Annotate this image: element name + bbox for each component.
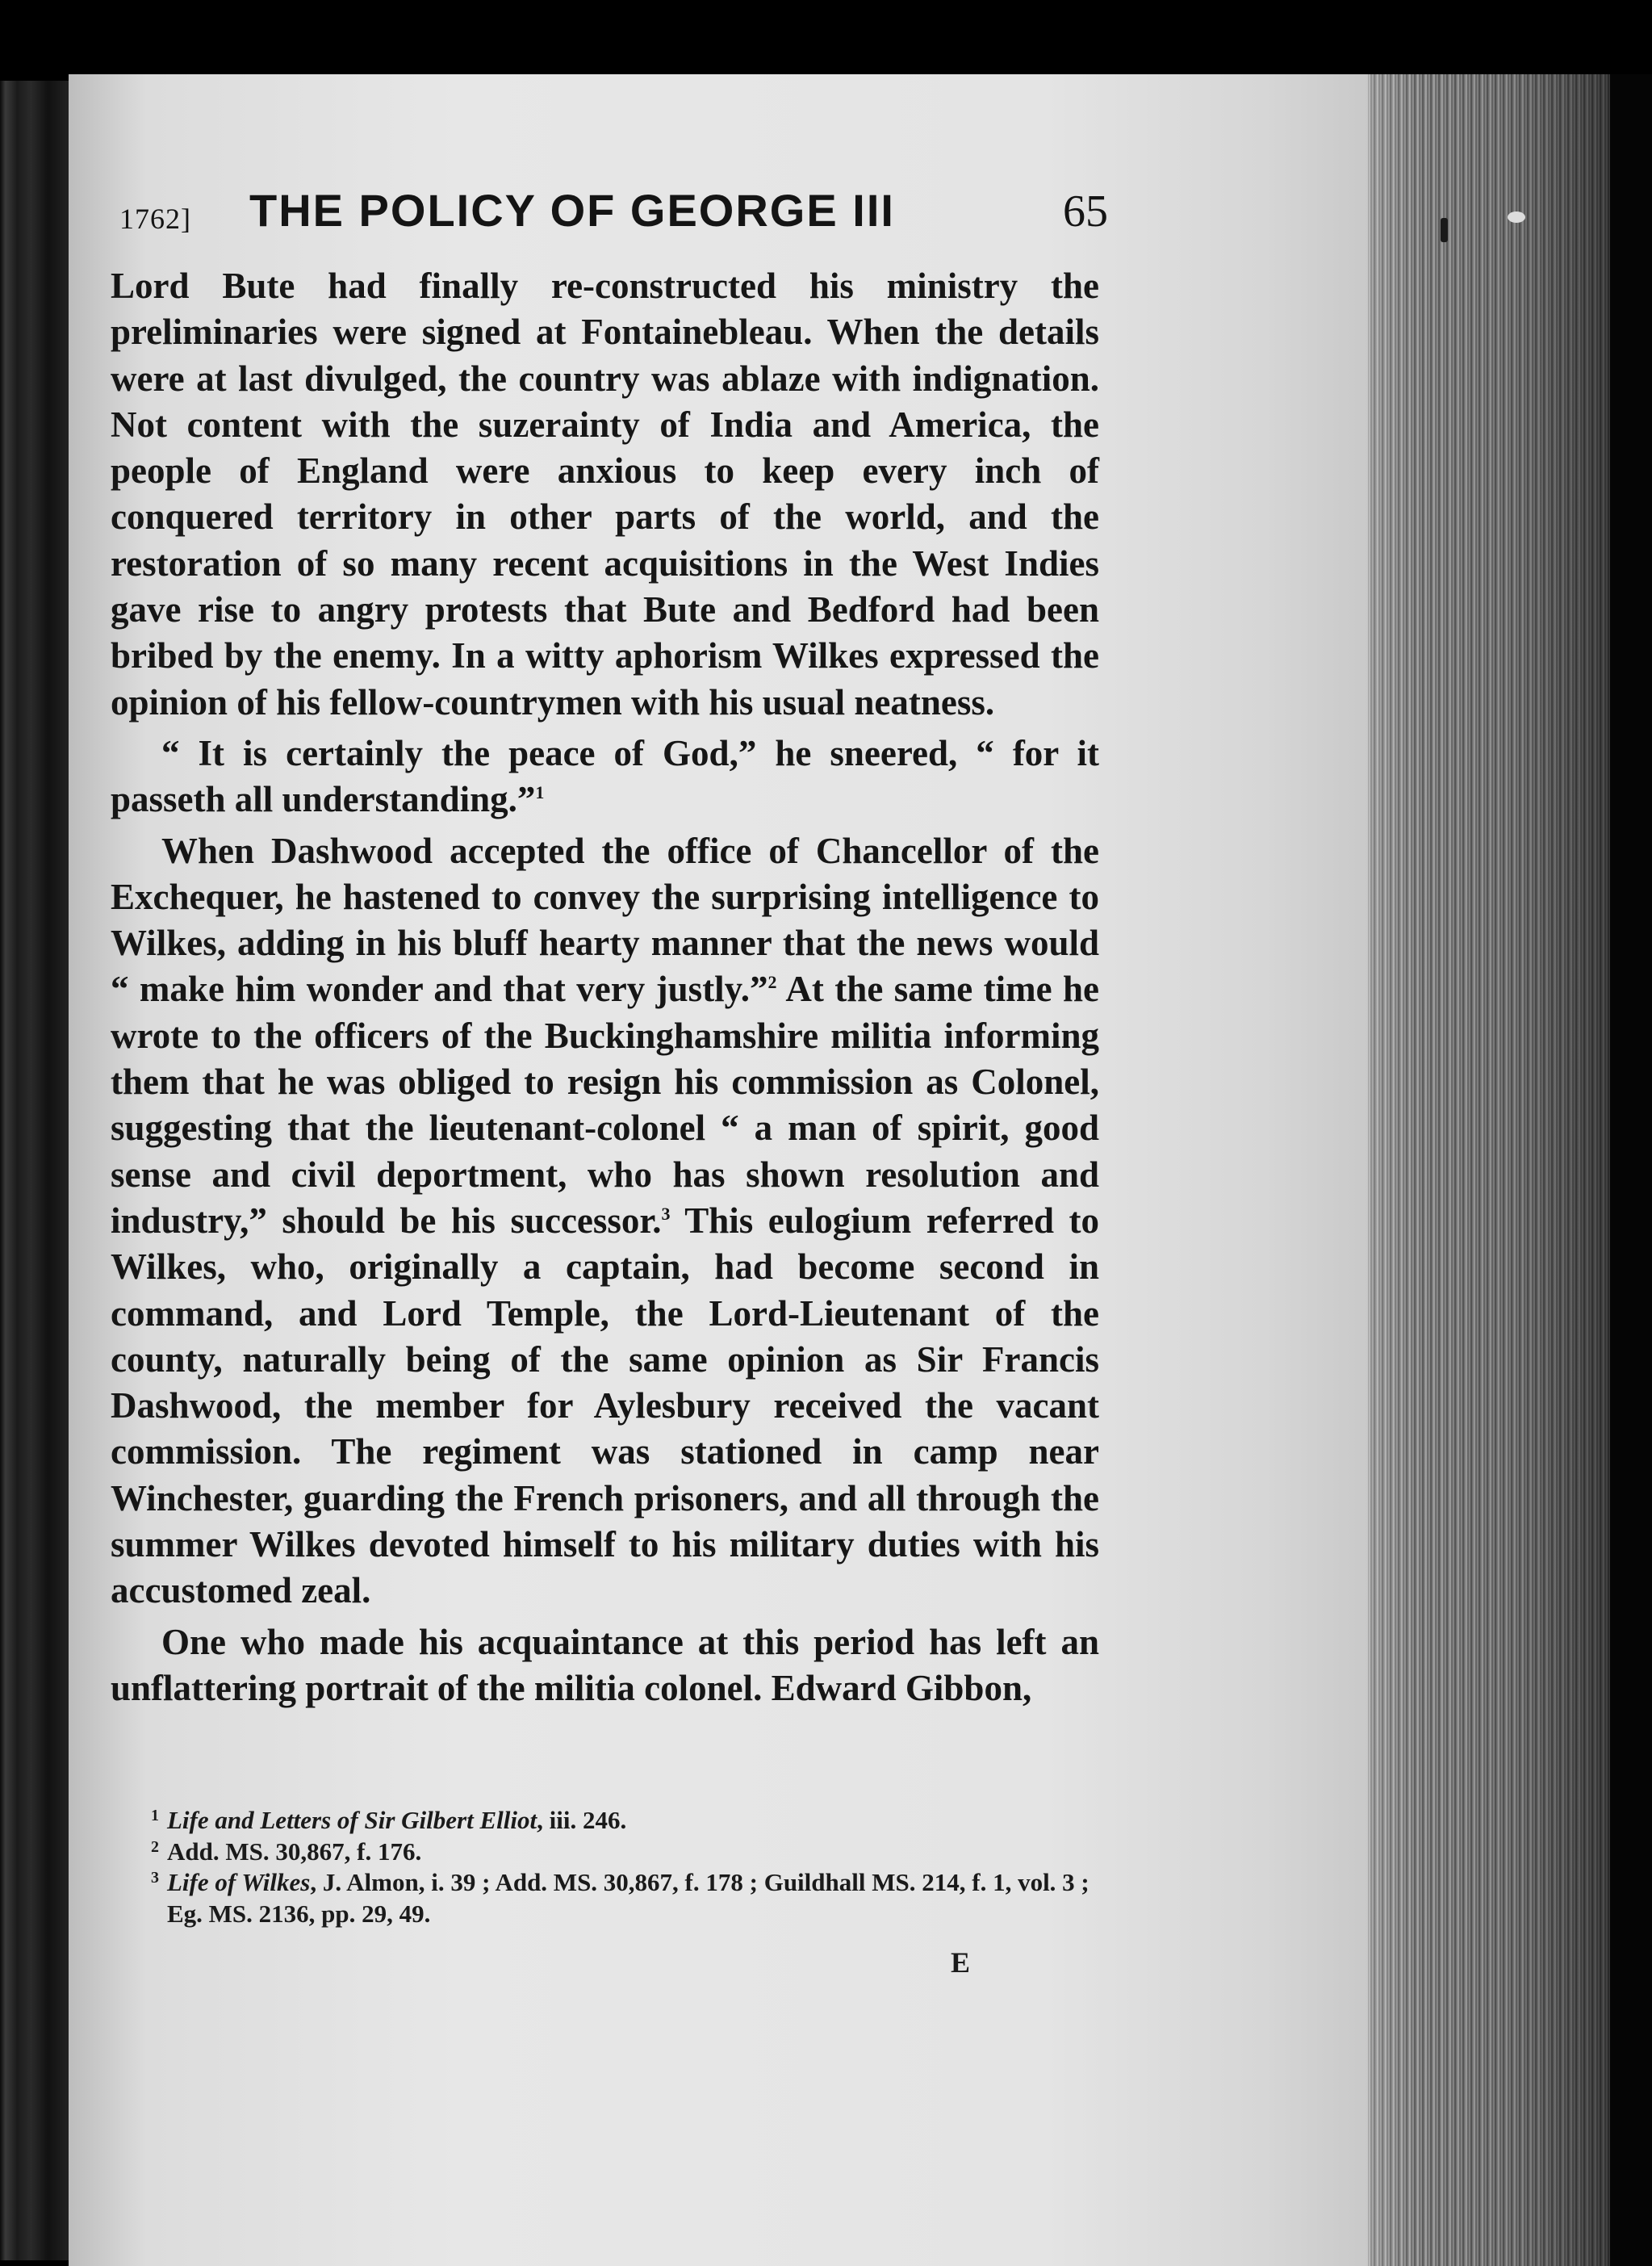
paragraph-4 bbox=[111, 1619, 1099, 1712]
footnotes bbox=[111, 1805, 1099, 1929]
body-text bbox=[111, 263, 1099, 1716]
paragraph-3-text-c: This eulogium referred to Wilkes, who, originally a captain, had become second in command, and Lord Temple, the Lord-Lieutenant of the county, naturally being of the same opinion as Sir Francis Dashwood, the member for Aylesbury received the vacant commission. The regiment was stationed in camp near Winchester, guarding the French prisoners, and all through the summer Wilkes devoted himself to his military duties with his accustomed zeal. bbox=[111, 1200, 1099, 1611]
footnote-1-rest: , iii. 246. bbox=[537, 1806, 627, 1834]
footnote-reference: 1 bbox=[535, 782, 545, 803]
scan-speck bbox=[1508, 212, 1525, 223]
running-head bbox=[119, 184, 1108, 249]
footnote-1-title: Life and Letters of Sir Gilbert Elliot bbox=[167, 1806, 537, 1834]
footnote-1: 1 Life and Letters of Sir Gilbert Elliot, iii. 246. bbox=[151, 1806, 627, 1834]
scan-border-right bbox=[1610, 74, 1652, 2266]
footnote-3: 3 Life of Wilkes, J. Almon, i. 39 ; Add. MS. 30,867, f. 178 ; Guildhall MS. 214, f. 1, vol. 3 ; Eg. MS. 2136, pp. 29, 49. bbox=[151, 1868, 1089, 1928]
paragraph-1 bbox=[111, 263, 1099, 726]
footnote-2: 2 Add. MS. 30,867, f. 176. bbox=[151, 1837, 422, 1866]
footnote-reference: 3 bbox=[661, 1203, 671, 1224]
footnote-3-title: Life of Wilkes bbox=[167, 1868, 311, 1896]
paragraph-2 bbox=[111, 731, 1099, 823]
facing-page-edge bbox=[0, 81, 69, 2260]
footnote-3-rest: , J. Almon, i. 39 ; Add. MS. 30,867, f. 178 ; Guildhall MS. 214, f. 1, vol. 3 ; Eg. MS. 2136, pp. 29, 49. bbox=[167, 1868, 1089, 1928]
page-number: 65 bbox=[1063, 186, 1108, 237]
page-stack-shading bbox=[1368, 74, 1610, 2266]
running-head-year: 1762] bbox=[119, 203, 191, 235]
running-head-title: THE POLICY OF GEORGE III bbox=[249, 185, 895, 236]
paragraph-4-text: One who made his acquaintance at this period has left an unflattering portrait of the militia colonel. Edward Gibbon, bbox=[111, 1621, 1099, 1708]
paragraph-2-text: “ It is certainly the peace of God,” he sneered, “ for it passeth all understanding.” bbox=[111, 732, 1099, 820]
paragraph-3 bbox=[111, 828, 1099, 1615]
scan-speck bbox=[1441, 218, 1448, 242]
paragraph-3-text-a: When Dashwood accepted the office of Chancellor of the Exchequer, he hastened to convey the surprising intelligence to Wilkes, adding in his bluff hearty manner that the news would “ make him wonder and that very justly.” bbox=[111, 830, 1099, 1010]
paragraph-3-text-b: At the same time he wrote to the officers of the Buckinghamshire militia informing them that he was obliged to resign his commission as Colonel, suggesting that the lieutenant-colonel “ a man of spirit, good sense and civil deportment, who has shown resolution and industry,” should be his successor. bbox=[111, 969, 1099, 1241]
footnote-2-text: Add. MS. 30,867, f. 176. bbox=[167, 1837, 422, 1866]
signature-mark: E bbox=[951, 1946, 971, 1979]
paragraph-1-text: Lord Bute had finally re-constructed his ministry the preliminaries were signed at Fontainebleau. When the details were at last divulged, the country was ablaze with indignation. Not content with the suzerainty of India and America, the people of England were anxious to keep every inch of conquered territory in other parts of the world, and the restoration of so many recent acquisitions in the West Indies gave rise to angry protests that Bute and Bedford had been bribed by the enemy. In a witty aphorism Wilkes expressed the opinion of his fellow-countrymen with his usual neatness. bbox=[111, 266, 1099, 723]
footnote-reference: 2 bbox=[767, 972, 777, 993]
